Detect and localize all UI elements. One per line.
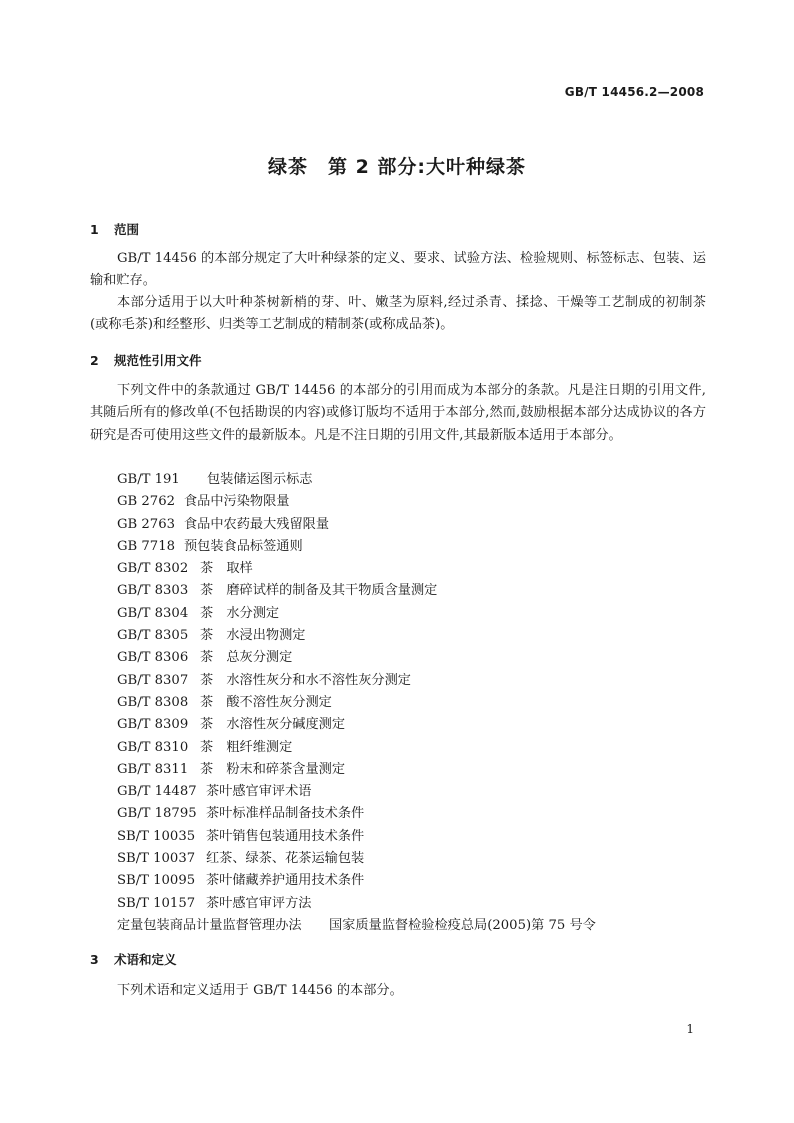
reference-item — [117, 558, 596, 580]
reference-title: 茶叶感官审评方法 — [206, 895, 312, 911]
reference-code: GB/T 18795 — [117, 806, 197, 822]
reference-title: 预包装食品标签通则 — [184, 538, 303, 554]
reference-item — [117, 536, 596, 558]
normative-references-list — [117, 469, 596, 937]
reference-item — [117, 759, 596, 781]
reference-item — [117, 848, 596, 870]
reference-title: 茶 水浸出物测定 — [200, 628, 306, 644]
section-3-heading — [90, 950, 177, 968]
reference-code: SB/T 10095 — [117, 873, 196, 889]
section-title: 范围 — [114, 222, 140, 237]
reference-code: 定量包装商品计量监督管理办法 — [117, 917, 302, 933]
reference-title: 茶 总灰分测定 — [200, 650, 293, 666]
reference-code: GB/T 8310 — [117, 739, 189, 755]
reference-title: 茶叶标准样品制备技术条件 — [206, 806, 365, 822]
reference-item — [117, 469, 596, 491]
reference-code: GB/T 8306 — [117, 650, 189, 666]
reference-code: SB/T 10157 — [117, 895, 196, 911]
reference-code: SB/T 10037 — [117, 851, 196, 867]
section-title: 规范性引用文件 — [114, 353, 202, 368]
page-number: 1 — [686, 1022, 694, 1036]
section-number: 3 — [90, 952, 99, 967]
reference-item — [117, 803, 596, 825]
reference-title: 茶 取样 — [200, 561, 253, 577]
reference-title: 茶 磨碎试样的制备及其干物质含量测定 — [200, 583, 438, 599]
reference-title: 茶 水溶性灰分碱度测定 — [200, 717, 346, 733]
reference-code: GB/T 8309 — [117, 717, 189, 733]
reference-item — [117, 692, 596, 714]
section-1-paragraph-1: GB/T 14456 的本部分规定了大叶种绿茶的定义、要求、试验方法、检验规则、标签标志、包装、运输和贮存。 — [90, 251, 706, 289]
section-number: 2 — [90, 353, 99, 368]
reference-title: 食品中农药最大残留限量 — [184, 516, 330, 532]
reference-title: 茶叶储藏养护通用技术条件 — [206, 873, 365, 889]
section-1-heading — [90, 220, 139, 238]
reference-code: GB/T 191 — [117, 472, 180, 487]
reference-code: GB 2762 — [117, 494, 175, 510]
reference-item — [117, 670, 596, 692]
section-2-paragraph-1: 下列文件中的条款通过 GB/T 14456 的本部分的引用而成为本部分的条款。凡是注日期的引用文件,其随后所有的修改单(不包括勘误的内容)或修订版均不适用于本部分,然而,鼓励根据本部分达成协议的各方研究是否可使用这些文件的最新版本。凡是不注日期的引用文件,其最新版本适用于本部分。 — [90, 383, 706, 443]
reference-code: GB/T 14487 — [117, 784, 197, 800]
reference-title: 茶叶销售包装通用技术条件 — [206, 828, 365, 844]
reference-item — [117, 514, 596, 536]
reference-item — [117, 893, 596, 915]
reference-code: SB/T 10035 — [117, 828, 196, 844]
reference-title: 包装储运图示标志 — [207, 472, 313, 487]
reference-title: 茶 粗纤维测定 — [200, 739, 293, 755]
section-2-heading — [90, 351, 202, 369]
reference-code: GB/T 8302 — [117, 561, 189, 577]
section-title: 术语和定义 — [114, 952, 177, 967]
reference-item — [117, 491, 596, 513]
section-1-paragraph-2: 本部分适用于以大叶种茶树新梢的芽、叶、嫩茎为原料,经过杀青、揉捻、干燥等工艺制成的初制茶(或称毛茶)和经整形、归类等工艺制成的精制茶(或称成品茶)。 — [90, 295, 706, 333]
reference-code: GB/T 8307 — [117, 672, 189, 688]
reference-title: 国家质量监督检验检疫总局(2005)第 75 号令 — [329, 917, 596, 933]
standard-code: GB/T 14456.2—2008 — [564, 85, 704, 99]
reference-title: 茶 水溶性灰分和水不溶性灰分测定 — [200, 672, 411, 688]
reference-item — [117, 580, 596, 602]
reference-item — [117, 737, 596, 759]
reference-code: GB/T 8303 — [117, 583, 189, 599]
reference-title: 茶 水分测定 — [200, 605, 280, 621]
reference-item — [117, 781, 596, 803]
section-3-paragraph-1: 下列术语和定义适用于 GB/T 14456 的本部分。 — [117, 983, 403, 998]
reference-item — [117, 714, 596, 736]
reference-item — [117, 826, 596, 848]
reference-item — [117, 870, 596, 892]
reference-code: GB/T 8305 — [117, 628, 189, 644]
reference-code: GB 2763 — [117, 516, 175, 532]
reference-item — [117, 647, 596, 669]
document-title: 绿茶 第 2 部分:大叶种绿茶 — [267, 156, 527, 178]
section-number: 1 — [90, 222, 99, 237]
reference-code: GB/T 8308 — [117, 694, 189, 710]
reference-title: 茶叶感官审评术语 — [206, 784, 312, 800]
reference-item — [117, 915, 596, 937]
reference-code: GB/T 8304 — [117, 605, 189, 621]
reference-title: 食品中污染物限量 — [184, 494, 290, 510]
reference-item — [117, 603, 596, 625]
reference-item — [117, 625, 596, 647]
reference-code: GB/T 8311 — [117, 761, 189, 777]
reference-title: 茶 粉末和碎茶含量测定 — [200, 761, 346, 777]
reference-title: 红茶、绿茶、花茶运输包装 — [206, 851, 365, 867]
reference-code: GB 7718 — [117, 538, 175, 554]
reference-title: 茶 酸不溶性灰分测定 — [200, 694, 332, 710]
